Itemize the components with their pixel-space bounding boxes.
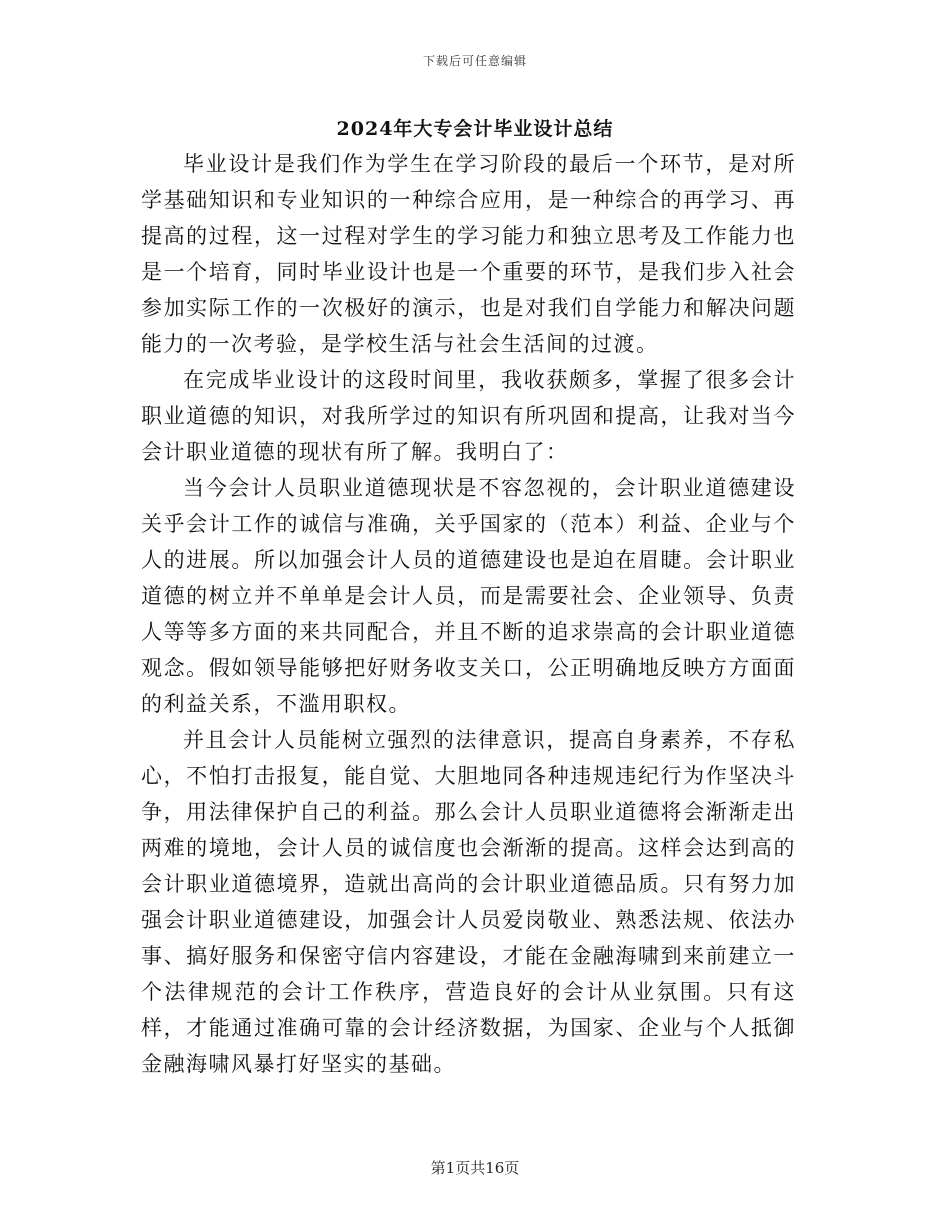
header-note: 下载后可任意编辑 [422, 54, 527, 68]
page-number: 第1页共16页 [430, 1159, 520, 1177]
paragraph-1: 毕业设计是我们作为学生在学习阶段的最后一个环节，是对所学基础知识和专业知识的一种综合应用，是一种综合的再学习、再提高的过程，这一过程对学生的学习能力和独立思考及工作能力也是一个培育，同时毕业设计也是一个重要的环节，是我们步入社会参加实际工作的一次极好的演示，也是对我们自学能力和解决问题能力的一次考验，是学校生活与社会生活间的过渡。 [141, 152, 796, 356]
paragraph-3: 当今会计人员职业道德现状是不容忽视的，会计职业道德建设关乎会计工作的诚信与准确，关乎国家的（范本）利益、企业与个人的进展。所以加强会计人员的道德建设也是迫在眉睫。会计职业道德的树立并不单单是会计人员，而是需要社会、企业领导、负责人等等多方面的来共同配合，并且不断的追求崇高的会计职业道德观念。假如领导能够把好财务收支关口，公正明确地反映方方面面的利益关系，不滥用职权。 [141, 476, 796, 716]
document-body [141, 146, 796, 1082]
document-title: 2024年大专会计毕业设计总结 [336, 118, 614, 140]
paragraph-4: 并且会计人员能树立强烈的法律意识，提高自身素养，不存私心，不怕打击报复，能自觉、大胆地同各种违规违纪行为作坚决斗争，用法律保护自己的利益。那么会计人员职业道德将会渐渐走出两难的境地，会计人员的诚信度也会渐渐的提高。这样会达到高的会计职业道德境界，造就出高尚的会计职业道德品质。只有努力加强会计职业道德建设，加强会计人员爱岗敬业、熟悉法规、依法办事、搞好服务和保密守信内容建设，才能在金融海啸到来前建立一个法律规范的会计工作秩序，营造良好的会计从业氛围。只有这样，才能通过准确可靠的会计经济数据，为国家、企业与个人抵御金融海啸风暴打好坚实的基础。 [141, 728, 796, 1076]
paragraph-2: 在完成毕业设计的这段时间里，我收获颇多，掌握了很多会计职业道德的知识，对我所学过的知识有所巩固和提高，让我对当今会计职业道德的现状有所了解。我明白了： [141, 368, 796, 464]
